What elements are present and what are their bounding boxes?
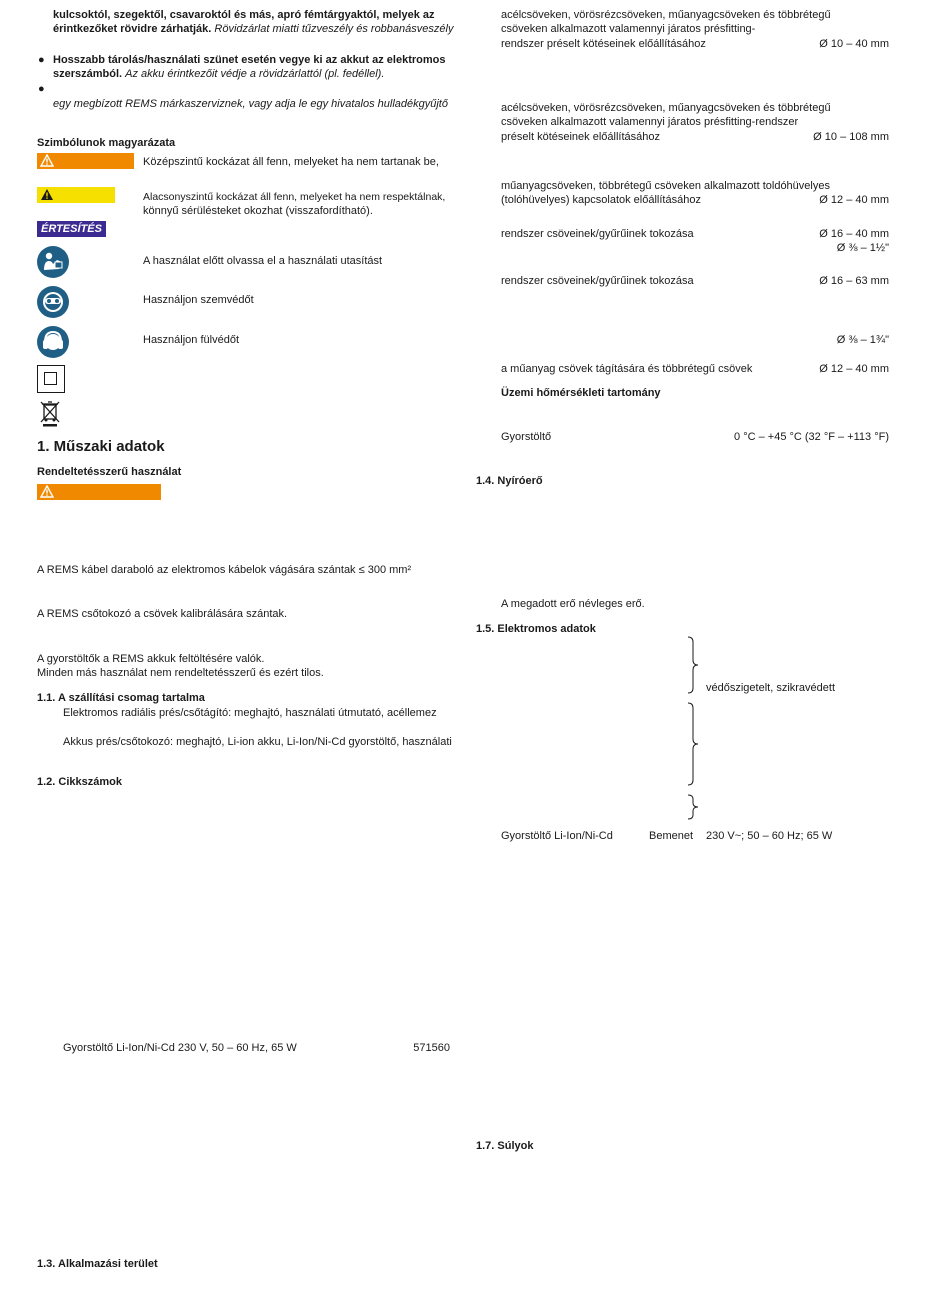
brace-icon bbox=[686, 794, 700, 820]
section-title: Szimbólunok magyarázata bbox=[37, 137, 176, 149]
value: Ø 16 – 63 mm bbox=[819, 275, 889, 287]
value: Ø 16 – 40 mm bbox=[819, 228, 889, 240]
text-line: védőszigetelt, szikravédett bbox=[706, 682, 836, 694]
protection-class-ii-icon bbox=[37, 365, 65, 393]
symbol-desc: Középszintű kockázat áll fenn, melyeket ha nem tartanak be, bbox=[143, 156, 439, 168]
ear-protection-icon bbox=[37, 326, 69, 358]
subsection-title: 1.2. Cikkszámok bbox=[37, 776, 122, 788]
subsection-title: 1.3. Alkalmazási terület bbox=[37, 1258, 158, 1270]
symbol-desc: könnyű sérülésteket okozhat (visszafordítható). bbox=[143, 205, 373, 217]
warning-bar-orange bbox=[37, 153, 134, 169]
warning-bar-orange bbox=[37, 484, 161, 500]
text-line bbox=[53, 22, 453, 36]
symbol-desc: Használjon szemvédőt bbox=[143, 294, 254, 306]
text-line: Gyorstöltő bbox=[501, 431, 552, 443]
text-line: csöveken alkalmazott valamennyi járatos présfitting-rendszer bbox=[501, 116, 799, 128]
warning-icon bbox=[40, 485, 54, 498]
text-italic: Rövidzárlat miatti tűzveszély és robbanásveszély bbox=[214, 23, 454, 35]
brace-icon bbox=[686, 702, 700, 786]
subsection-title: Üzemi hőmérsékleti tartomány bbox=[501, 387, 661, 399]
wheelie-bin-crossed-icon bbox=[38, 399, 62, 431]
bullet: ● bbox=[38, 54, 45, 66]
text-line: kulcsoktól, szegektől, csavaroktól és más, apró fémtárgyaktól, melyek az bbox=[53, 9, 435, 21]
value: 230 V~; 50 – 60 Hz; 65 W bbox=[706, 830, 833, 842]
text-line: rendszer csöveinek/gyűrűinek tokozása bbox=[501, 228, 694, 240]
subsection-title: 1.7. Súlyok bbox=[476, 1140, 534, 1152]
text-line: Akkus prés/csőtokozó: meghajtó, Li-ion akku, Li-Ion/Ni-Cd gyorstöltő, használati bbox=[63, 736, 452, 748]
value: Ø ⅜ – 1½" bbox=[836, 242, 889, 254]
text-line: műanyagcsöveken, többrétegű csöveken alkalmazott toldóhüvelyes bbox=[501, 180, 830, 192]
value: Ø 10 – 40 mm bbox=[819, 38, 889, 50]
text-line: préselt kötéseinek előállításához bbox=[501, 131, 660, 143]
text-line: (tolóhüvelyes) kapcsolatok előállításához bbox=[501, 194, 701, 206]
eye-protection-icon bbox=[37, 286, 69, 318]
subsection-title: Rendeltetésszerű használat bbox=[37, 466, 182, 478]
text-line: a műanyag csövek tágítására és többrétegű csövek bbox=[501, 363, 753, 375]
text-line: A REMS kábel daraboló az elektromos kábelok vágására szántak ≤ 300 mm² bbox=[37, 564, 412, 576]
symbol-desc: Használjon fülvédőt bbox=[143, 334, 240, 346]
text-line: Gyorstöltő Li-Ion/Ni-Cd bbox=[501, 830, 613, 842]
bullet: ● bbox=[38, 83, 45, 95]
value: 0 °C – +45 °C (32 °F – +113 °F) bbox=[734, 431, 889, 443]
subsection-title: 1.5. Elektromos adatok bbox=[476, 623, 596, 635]
read-manual-icon bbox=[37, 246, 69, 278]
text-italic: Az akku érintkezőit védje a rövidzárlattól (pl. fedéllel). bbox=[125, 68, 385, 80]
text-line: egy megbízott REMS márkaszerviznek, vagy adja le egy hivatalos hulladékgyűjtő bbox=[53, 98, 448, 110]
notice-badge: ÉRTESÍTÉS bbox=[37, 221, 106, 237]
brace-icon bbox=[686, 636, 700, 694]
section-heading: 1. Műszaki adatok bbox=[37, 438, 165, 455]
text-line: Elektromos radiális prés/csőtágító: meghajtó, használati útmutató, acéllemez bbox=[63, 707, 437, 719]
text-line bbox=[53, 67, 384, 81]
text-line: A megadott erő névleges erő. bbox=[501, 598, 645, 610]
warning-bar-yellow bbox=[37, 187, 115, 203]
subsection-title: 1.4. Nyíróerő bbox=[476, 475, 543, 487]
text-line: acélcsöveken, vörösrézcsöveken, műanyagcsöveken és többrétegű bbox=[501, 102, 831, 114]
symbol-desc: A használat előtt olvassa el a használati utasítást bbox=[143, 255, 383, 267]
subsection-title: 1.1. A szállítási csomag tartalma bbox=[37, 692, 205, 704]
text-bold: szerszámból. bbox=[53, 68, 123, 80]
value: Ø 12 – 40 mm bbox=[819, 194, 889, 206]
article-label: Gyorstöltő Li-Ion/Ni-Cd 230 V, 50 – 60 Hz, 65 W bbox=[63, 1042, 297, 1054]
text-bold: érintkezőket rövidre zárhatják. bbox=[53, 23, 212, 35]
symbol-desc: Alacsonyszintű kockázat áll fenn, melyeket ha nem respektálnak, bbox=[143, 191, 446, 203]
warning-icon bbox=[40, 188, 54, 201]
text-line: Hosszabb tárolás/használati szünet esetén vegye ki az akkut az elektromos bbox=[53, 54, 446, 66]
text-line: A REMS csőtokozó a csövek kalibrálására szántak. bbox=[37, 608, 288, 620]
article-number: 571560 bbox=[413, 1042, 450, 1054]
value: Ø 12 – 40 mm bbox=[819, 363, 889, 375]
text-line: csöveken alkalmazott valamennyi járatos présfitting- bbox=[501, 23, 756, 35]
text-line: rendszer csöveinek/gyűrűinek tokozása bbox=[501, 275, 694, 287]
value: Ø 10 – 108 mm bbox=[813, 131, 889, 143]
warning-icon bbox=[40, 154, 54, 167]
text-line: A gyorstöltők a REMS akkuk feltöltésére valók. bbox=[37, 653, 265, 665]
text-line: rendszer préselt kötéseinek előállításához bbox=[501, 38, 706, 50]
text-line: acélcsöveken, vörösrézcsöveken, műanyagcsöveken és többrétegű bbox=[501, 9, 831, 21]
text-line: Minden más használat nem rendeltetésszerű és ezért tilos. bbox=[37, 667, 324, 679]
input-label: Bemenet bbox=[649, 830, 694, 842]
value: Ø ⅜ – 1¾" bbox=[836, 334, 889, 346]
